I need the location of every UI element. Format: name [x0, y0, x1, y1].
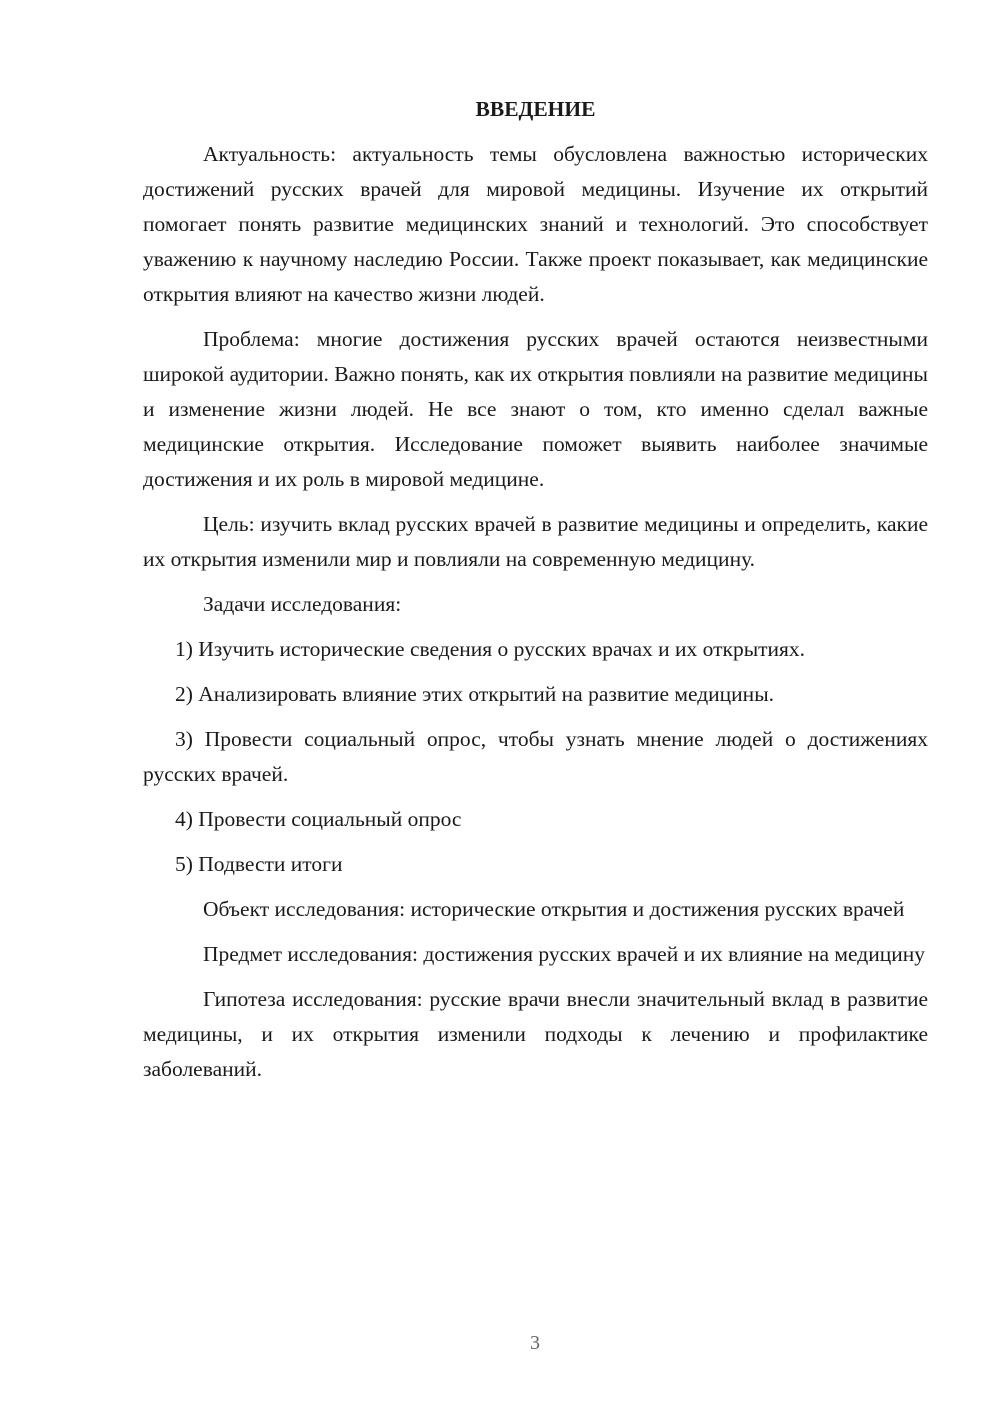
paragraph-subject: Предмет исследования: достижения русских врачей и их влияние на медицину	[203, 942, 926, 966]
paragraph-hypothesis: Гипотеза исследования: русские врачи внесли значительный вклад в развитие медицины, и их открытия изменили подходы к лечению и профилактике заболеваний.	[143, 987, 928, 1081]
paragraph-goal: Цель: изучить вклад русских врачей в развитие медицины и определить, какие их открытия изменили мир и повлияли на современную медицину.	[143, 512, 928, 571]
task-item: 1) Изучить исторические сведения о русских врачах и их открытиях.	[175, 637, 806, 661]
paragraph-problem: Проблема: многие достижения русских врачей остаются неизвестными широкой аудитории. Важно понять, как их открытия повлияли на развитие медицины и изменение жизни людей. Не все знают о том, кто именно сделал важные медицинские открытия. Исследование поможет выявить наиболее значимые достижения и их роль в мировой медицине.	[143, 327, 928, 491]
tasks-heading: Задачи исследования:	[203, 592, 402, 616]
task-item: 4) Провести социальный опрос	[175, 807, 462, 831]
task-item: 2) Анализировать влияние этих открытий на развитие медицины.	[175, 682, 775, 706]
paragraph-object: Объект исследования: исторические открытия и достижения русских врачей	[203, 897, 905, 921]
page-number: 3	[530, 1332, 540, 1354]
task-item: 5) Подвести итоги	[175, 852, 343, 876]
page-title: ВВЕДЕНИЕ	[475, 97, 596, 121]
page-content	[143, 92, 928, 1097]
paragraph-relevance: Актуальность: актуальность темы обусловлена важностью исторических достижений русских врачей для мировой медицины. Изучение их открытий помогает понять развитие медицинских знаний и технологий. Это способствует уважению к научному наследию России. Также проект показывает, как медицинские открытия влияют на качество жизни людей.	[143, 142, 928, 306]
task-item: 3) Провести социальный опрос, чтобы узнать мнение людей о достижениях русских врачей.	[143, 727, 928, 786]
